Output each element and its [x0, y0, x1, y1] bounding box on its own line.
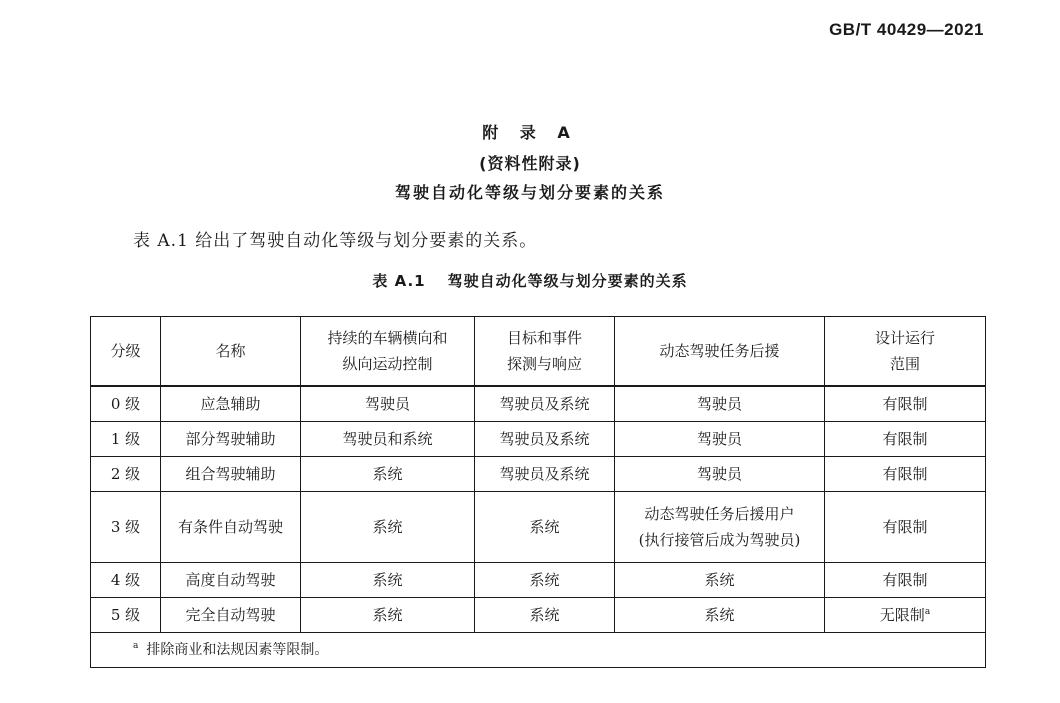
cell-level: 5 级 [91, 598, 161, 633]
cell-detection: 系统 [475, 598, 615, 633]
cell-control: 系统 [301, 492, 475, 563]
table-row [91, 563, 986, 598]
cell-odd: 有限制 [825, 422, 986, 457]
cell-level: 4 级 [91, 563, 161, 598]
cell-odd: 有限制 [825, 457, 986, 492]
header-odd: 设计运行 范围 [825, 317, 986, 387]
cell-name: 应急辅助 [161, 386, 301, 422]
cell-odd: 有限制 [825, 563, 986, 598]
appendix-label: 附 录 A [482, 123, 578, 142]
table-caption [0, 270, 1060, 291]
footnote-text: 排除商业和法规因素等限制。 [146, 642, 329, 658]
cell-control: 驾驶员 [301, 386, 475, 422]
cell-odd: 无限制$^a$ [825, 598, 986, 633]
header-level: 分级 [91, 317, 161, 387]
cell-odd: 有限制 [825, 386, 986, 422]
header-fallback: 动态驾驶任务后援 [615, 317, 825, 387]
cell-odd: 有限制 [825, 492, 986, 563]
cell-fallback: 系统 [615, 598, 825, 633]
standard-code: GB/T 40429—2021 [829, 20, 984, 39]
appendix-title: 驾驶自动化等级与划分要素的关系 [394, 183, 665, 202]
cell-control: 系统 [301, 598, 475, 633]
table-row [91, 598, 986, 633]
cell-detection: 驾驶员及系统 [475, 422, 615, 457]
cell-name: 部分驾驶辅助 [161, 422, 301, 457]
table-row [91, 422, 986, 457]
footnote-marker: a [924, 607, 931, 617]
cell-fallback: 系统 [615, 563, 825, 598]
cell-control: 驾驶员和系统 [301, 422, 475, 457]
cell-fallback: 驾驶员 [615, 386, 825, 422]
table-row [91, 457, 986, 492]
header-control: 持续的车辆横向和 纵向运动控制 [301, 317, 475, 387]
table-row [91, 492, 986, 563]
automation-levels-table [90, 316, 986, 668]
cell-level: 2 级 [91, 457, 161, 492]
table-caption-title: 驾驶自动化等级与划分要素的关系 [447, 272, 688, 290]
cell-level: 1 级 [91, 422, 161, 457]
cell-control: 系统 [301, 457, 475, 492]
cell-level: 0 级 [91, 386, 161, 422]
table-header-row [91, 317, 986, 387]
cell-level: 3 级 [91, 492, 161, 563]
cell-detection: 驾驶员及系统 [475, 457, 615, 492]
appendix-type: (资料性附录) [479, 154, 581, 173]
cell-name: 组合驾驶辅助 [161, 457, 301, 492]
cell-fallback: 驾驶员 [615, 457, 825, 492]
cell-detection: 驾驶员及系统 [475, 386, 615, 422]
footnote-mark: a [133, 641, 139, 652]
header-name: 名称 [161, 317, 301, 387]
table-footnote [91, 633, 986, 668]
cell-name: 有条件自动驾驶 [161, 492, 301, 563]
cell-control: 系统 [301, 563, 475, 598]
cell-detection: 系统 [475, 492, 615, 563]
table-caption-number: 表 A.1 [372, 272, 426, 290]
intro-paragraph: 表 A.1 给出了驾驶自动化等级与划分要素的关系。 [133, 231, 538, 251]
header-detection: 目标和事件 探测与响应 [475, 317, 615, 387]
cell-detection: 系统 [475, 563, 615, 598]
cell-name: 高度自动驾驶 [161, 563, 301, 598]
table-row [91, 386, 986, 422]
cell-fallback: 动态驾驶任务后援用户 (执行接管后成为驾驶员) [615, 492, 825, 563]
cell-fallback: 驾驶员 [615, 422, 825, 457]
table-footnote-row [91, 633, 986, 668]
cell-name: 完全自动驾驶 [161, 598, 301, 633]
